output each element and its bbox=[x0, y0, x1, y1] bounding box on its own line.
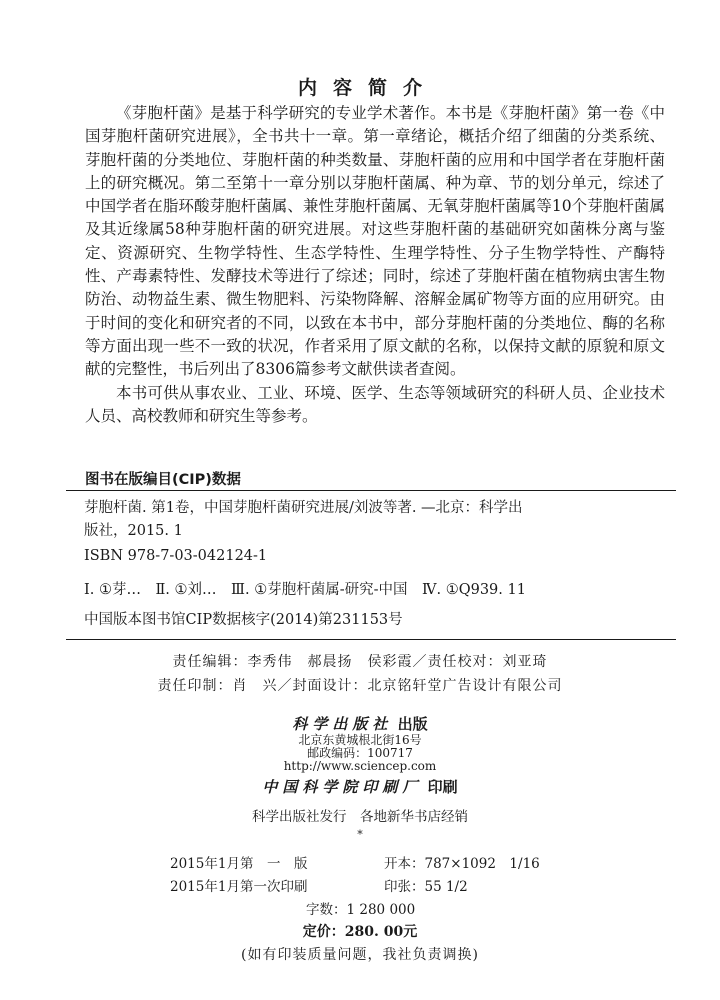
intro-paragraph-2: 本书可供从事农业、工业、环境、医学、生态等领域研究的科研人员、企业技术人员、高校教师和研究生等参考。 bbox=[85, 383, 665, 425]
printer-logo-text: 中国科学院印刷厂 bbox=[262, 778, 423, 796]
cip-record-number: 中国版本图书馆CIP数据核字(2014)第231153号 bbox=[84, 612, 403, 628]
cip-data-block bbox=[66, 490, 676, 640]
price-line: 定价：280. 00元 bbox=[302, 924, 418, 940]
intro-paragraph-1: 《芽胞杆菌》是基于科学研究的专业学术著作。本书是《芽胞杆菌》第一卷《中国芽胞杆菌研究进展》，全书共十一章。第一章绪论，概括介绍了细菌的分类系统、芽胞杆菌的分类地位、芽胞杆菌的种类数量、芽胞杆菌的应用和中国学者在芽胞杆菌上的研究概况。第二至第十一章分别以芽胞杆菌属、种为章、节的划分单元，综述了中国学者在脂环酸芽胞杆菌属、兼性芽胞杆菌属、无氧芽胞杆菌属等10个芽胞杆菌属及其近缘属58种芽胞杆菌的研究进展。对这些芽胞杆菌的基础研究如菌株分离与鉴定、资源研究、生物学特性、生态学特性、生理学特性、分子生物学特性、产酶特性、产毒素特性、发酵技术等进行了综述；同时，综述了芽胞杆菌在植物病虫害生物防治、动物益生素、微生物肥料、污染物降解、溶解金属矿物等方面的应用研究。由于时间的变化和研究者的不同，以致在本书中，部分芽胞杆菌的分类地位、酶的名称等方面出现一些不一致的状况，作者采用了原文献的名称，以保持文献的原貌和原文献的完整性，书后列出了8306篇参考文献供读者查阅。 bbox=[85, 104, 665, 379]
printer-suffix: 印刷 bbox=[427, 778, 458, 796]
page-title: 内容简介 bbox=[297, 77, 438, 99]
publisher-line bbox=[0, 713, 720, 734]
production-credits: 责任印制：肖 兴／封面设计：北京铭轩堂广告设计有限公司 bbox=[157, 678, 563, 694]
quality-notice: (如有印装质量问题，我社负责调换) bbox=[241, 947, 479, 963]
edition-line: 2015年1月第 一 版 bbox=[170, 856, 308, 872]
cip-title-line: 芽胞杆菌. 第1卷，中国芽胞杆菌研究进展/刘波等著. —北京：科学出 bbox=[84, 500, 523, 516]
editor-credits: 责任编辑：李秀伟 郝晨扬 侯彩霞／责任校对：刘亚琦 bbox=[172, 654, 548, 670]
separator-mark: * bbox=[357, 828, 363, 841]
wordcount-line: 字数：1 280 000 bbox=[306, 902, 416, 918]
book-introduction bbox=[85, 102, 665, 428]
printing-line: 2015年1月第一次印刷 bbox=[170, 879, 308, 895]
publisher-logo-text: 科学出版社 bbox=[292, 715, 393, 733]
publisher-suffix: 出版 bbox=[397, 715, 428, 733]
publisher-address: 北京东黄城根北街16号 bbox=[298, 733, 422, 747]
printer-line bbox=[0, 776, 720, 797]
cip-isbn: ISBN 978-7-03-042124-1 bbox=[84, 548, 268, 564]
cip-publisher-line: 版社，2015. 1 bbox=[84, 523, 183, 539]
sheets-line: 印张：55 1/2 bbox=[384, 879, 468, 895]
distribution-line: 科学出版社发行 各地新华书店经销 bbox=[252, 809, 468, 825]
format-line: 开本：787×1092 1/16 bbox=[384, 856, 540, 872]
publisher-postcode: 邮政编码：100717 bbox=[307, 746, 413, 760]
publisher-url: http://www.sciencep.com bbox=[283, 759, 437, 773]
cip-classification: Ⅰ. ①芽… Ⅱ. ①刘… Ⅲ. ①芽胞杆菌属-研究-中国 Ⅳ. ①Q939. 11 bbox=[84, 582, 526, 598]
cip-heading: 图书在版编目(CIP)数据 bbox=[85, 472, 241, 488]
